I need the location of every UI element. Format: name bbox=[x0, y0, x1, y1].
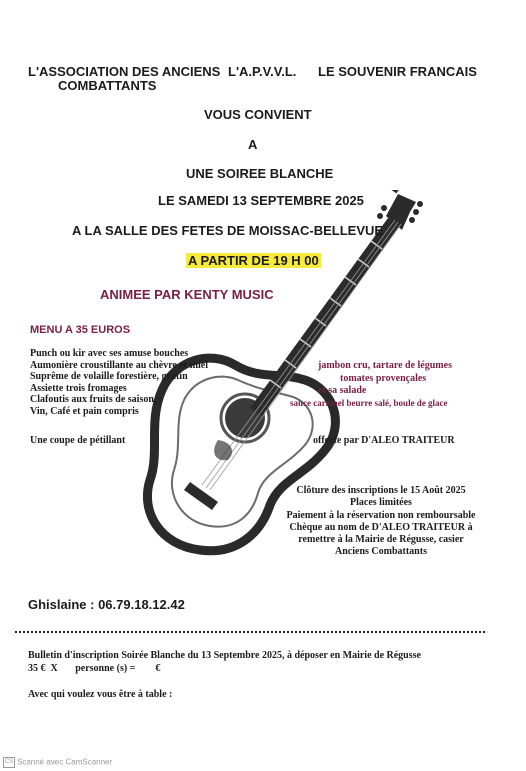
bulletin-title: Bulletin d'inscription Soirée Blanche du 13 Septembre 2025, à déposer en Mairie de Régusse bbox=[28, 650, 421, 661]
contact-phone: Ghislaine : 06.79.18.12.42 bbox=[28, 597, 185, 612]
menu-left-item: Suprême de volaille forestière, gratin bbox=[30, 371, 188, 382]
animation-text: ANIMEE PAR KENTY MUSIC bbox=[100, 287, 274, 302]
org1-name-line2: COMBATTANTS bbox=[58, 78, 157, 93]
camscanner-watermark bbox=[3, 757, 112, 768]
menu-right-item: et sa salade bbox=[318, 385, 367, 396]
coupe-offer-text: offerte par D'ALEO TRAITEUR bbox=[313, 435, 455, 446]
menu-left-item: Clafoutis aux fruits de saison, bbox=[30, 394, 157, 405]
infos-block bbox=[276, 485, 486, 559]
soiree-title: UNE SOIREE BLANCHE bbox=[186, 166, 334, 181]
menu-right-item: sauce caramel beurre salé, boule de glace bbox=[290, 398, 448, 408]
event-time: A PARTIR DE 19 H 00 bbox=[188, 253, 319, 268]
org3-name: LE SOUVENIR FRANCAIS bbox=[318, 64, 477, 79]
event-venue: A LA SALLE DES FETES DE MOISSAC-BELLEVUE bbox=[72, 223, 384, 238]
menu-left-item: Aumonière croustillante au chèvre et miel bbox=[30, 359, 209, 371]
bulletin-price: 35 € X personne (s) = € bbox=[28, 663, 161, 674]
info-line: Paiement à la réservation non remboursable bbox=[286, 509, 476, 521]
camscanner-icon: CS bbox=[3, 757, 15, 768]
menu-right-item: jambon cru, tartare de légumes bbox=[318, 360, 452, 371]
menu-title: MENU A 35 EUROS bbox=[30, 324, 131, 336]
event-date: LE SAMEDI 13 SEPTEMBRE 2025 bbox=[158, 193, 364, 208]
bulletin-table-question: Avec qui voulez vous être à table : bbox=[28, 689, 173, 700]
menu-left-item: Assiette trois fromages bbox=[30, 382, 127, 394]
camscanner-label: Scanné avec CamScanner bbox=[17, 757, 113, 767]
info-line: Clôture des inscriptions le 15 Août 2025 bbox=[296, 485, 466, 496]
info-line: Chèque au nom de D'ALEO TRAITEUR à bbox=[289, 521, 473, 533]
menu-right-item: tomates provençales bbox=[340, 373, 427, 384]
coupe-text: Une coupe de pétillant bbox=[30, 435, 126, 446]
org2-name: L'A.P.V.V.L. bbox=[228, 64, 297, 79]
menu-left-item: Punch ou kir avec ses amuse bouches bbox=[30, 348, 189, 359]
a-text: A bbox=[248, 137, 258, 152]
cut-line bbox=[15, 631, 485, 633]
convient-text: VOUS CONVIENT bbox=[204, 107, 312, 122]
info-line: Places limitées bbox=[350, 497, 412, 509]
menu-left-column bbox=[30, 348, 208, 417]
info-line: remettre à la Mairie de Régusse, casier bbox=[298, 534, 464, 546]
info-line: Anciens Combattants bbox=[335, 546, 427, 558]
org1-name-line1: L'ASSOCIATION DES ANCIENS bbox=[28, 64, 221, 79]
menu-left-item: Vin, Café et pain compris bbox=[30, 405, 139, 417]
